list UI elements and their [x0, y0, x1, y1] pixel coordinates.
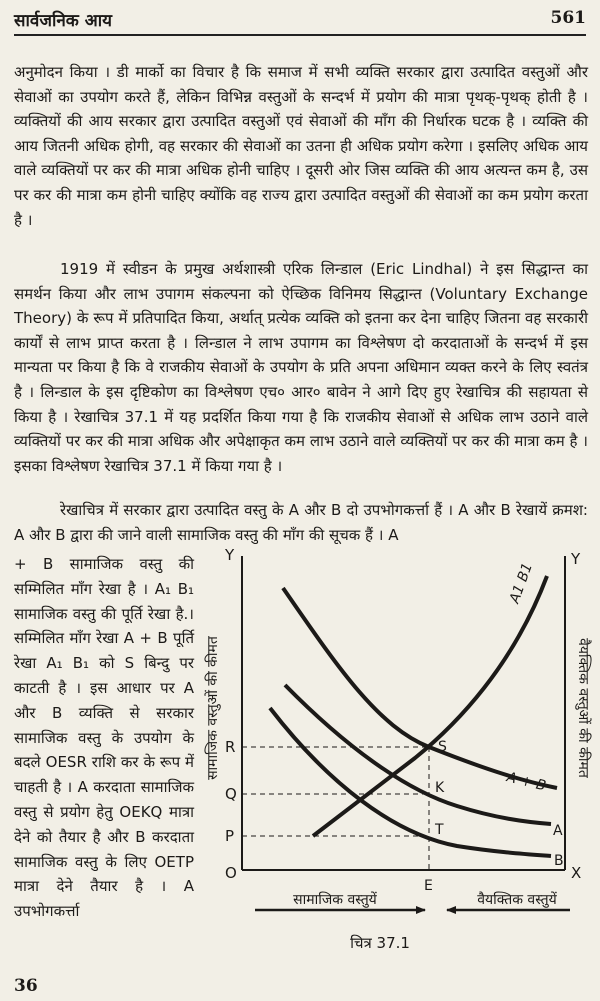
- chapter-title: सार्वजनिक आय: [14, 11, 113, 31]
- label-q: Q: [225, 785, 237, 803]
- label-a-plus-b: A + B: [505, 769, 548, 795]
- label-b: B: [554, 853, 564, 869]
- label-t: T: [435, 822, 444, 838]
- label-a: A: [553, 823, 563, 839]
- page-number-top: 561: [550, 8, 586, 28]
- label-p: P: [225, 827, 235, 845]
- label-x: X: [571, 864, 582, 882]
- header-rule: [14, 34, 586, 36]
- figure-37-1: [195, 548, 595, 958]
- label-s: S: [438, 739, 447, 755]
- running-header: [14, 8, 586, 32]
- y-left-title: सामाजिक वस्तुओं की कीमत: [205, 636, 221, 780]
- label-y-left: Y: [225, 548, 235, 564]
- label-k: K: [435, 780, 445, 796]
- paragraph-3: रेखाचित्र में सरकार द्वारा उत्पादित वस्तु के A और B दो उपभोगकर्त्ता हैं । A और B रेखायें क्रमश: A और B द्वारा की जाने वाली सामाजिक वस्तु की माँग की सूचक हैं । A: [14, 501, 588, 544]
- paragraph-2: 1919 में स्वीडन के प्रमुख अर्थशास्त्री एरिक लिन्डाल (Eric Lindhal) ने इस सिद्धान्त का समर्थन किया और लाभ उपागम संकल्पना को ऐच्छिक विनिमय सिद्धान्त (Voluntary Exchange Theory) के रूप में प्रतिपादित किया, अर्थात् प्रत्येक व्यक्ति को इतना कर देना चाहिए जितना वह सरकारी कार्यों से लाभ प्राप्त करता है । लिन्डाल ने लाभ उपागम का विश्लेषण दो करदाताओं के सन्दर्भ में इस मान्यता पर किया है कि वे राजकीय सेवाओं के उपयोग के प्रति अपना अधिमान व्यक्त करने के लिए स्वतंत्र है । लिन्डाल के इस दृष्टिकोण का विश्लेषण एच० आर० बावेन ने आगे दिए हुए रेखाचित्र की सहायता से किया है । रेखाचित्र 37.1 में यह प्रदर्शित किया गया है कि राजकीय सेवाओं से अधिक लाभ उठाने वाले व्यक्तियों पर कर की मात्रा अधिक और अपेक्षाकृत कम लाभ उठाने वाले व्यक्तियों पर कर की मात्रा कम है । इसका विश्लेषण रेखाचित्र 37.1 में किया गया है ।: [14, 260, 588, 475]
- figure-side-text: + B सामाजिक वस्तु की सम्मिलित माँग रेखा है । A₁ B₁ सामाजिक वस्तु की पूर्ति रेखा है.। सम्मिलित माँग रेखा A + B पूर्ति रेखा A₁ B₁ को S बिन्दु पर काटती है । इस आधार पर A और B व्यक्ति से सरकार सामाजिक वस्तु के उपयोग के बदले OESR राशि कर के रूप में चाहती है । A करदाता सामाजिक वस्तु से प्रयोग हेतु OEKQ मात्रा देने को तैयार है और B करदाता सामाजिक वस्तु के लिए OETP मात्रा देने तैयार है । A उपभोगकर्त्ता: [14, 555, 194, 921]
- label-r: R: [225, 738, 236, 756]
- curve-a-plus-b: [283, 588, 557, 788]
- paragraph-1: अनुमोदन किया । डी मार्को का विचार है कि समाज में सभी व्यक्ति सरकार द्वारा उत्पादित वस्तुओं और सेवाओं का उपयोग करते हैं, लेकिन विभिन्न वस्तुओं के सन्दर्भ में प्रयोग की मात्रा पृथक्-पृथक् होती है । व्यक्तियों की आय सरकार द्वारा उत्पादित वस्तुओं एवं सेवाओं की माँग की निर्धारक घटक है । व्यक्ति की आय जितनी अधिक होगी, वह सरकार की सेवाओं का उतना ही अधिक प्रयोग करेगा । इसलिए अधिक आय वाले व्यक्तियों पर कर की मात्रा अधिक होनी चाहिए । दूसरी ओर जिस व्यक्ति की आय अत्यन्त कम है, उस पर कर की मात्रा कम होनी चाहिए क्योंकि वह राज्य द्वारा उत्पादित वस्तुओं की सेवाओं का कम प्रयोग करता है ।: [14, 63, 588, 229]
- label-o: O: [225, 864, 237, 882]
- figure-caption: चित्र 37.1: [350, 934, 410, 952]
- page-number-bottom: 36: [14, 976, 38, 996]
- label-a1b1: A1 B1: [506, 560, 536, 606]
- label-y-right: Y: [571, 550, 581, 568]
- arrow-left-label: सामाजिक वस्तुयें: [293, 892, 377, 908]
- y-right-title: वैयक्तिक वस्तुओं की कीमत: [575, 638, 591, 778]
- label-e: E: [424, 878, 433, 894]
- arrow-right-label: वैयक्तिक वस्तुयें: [477, 892, 557, 908]
